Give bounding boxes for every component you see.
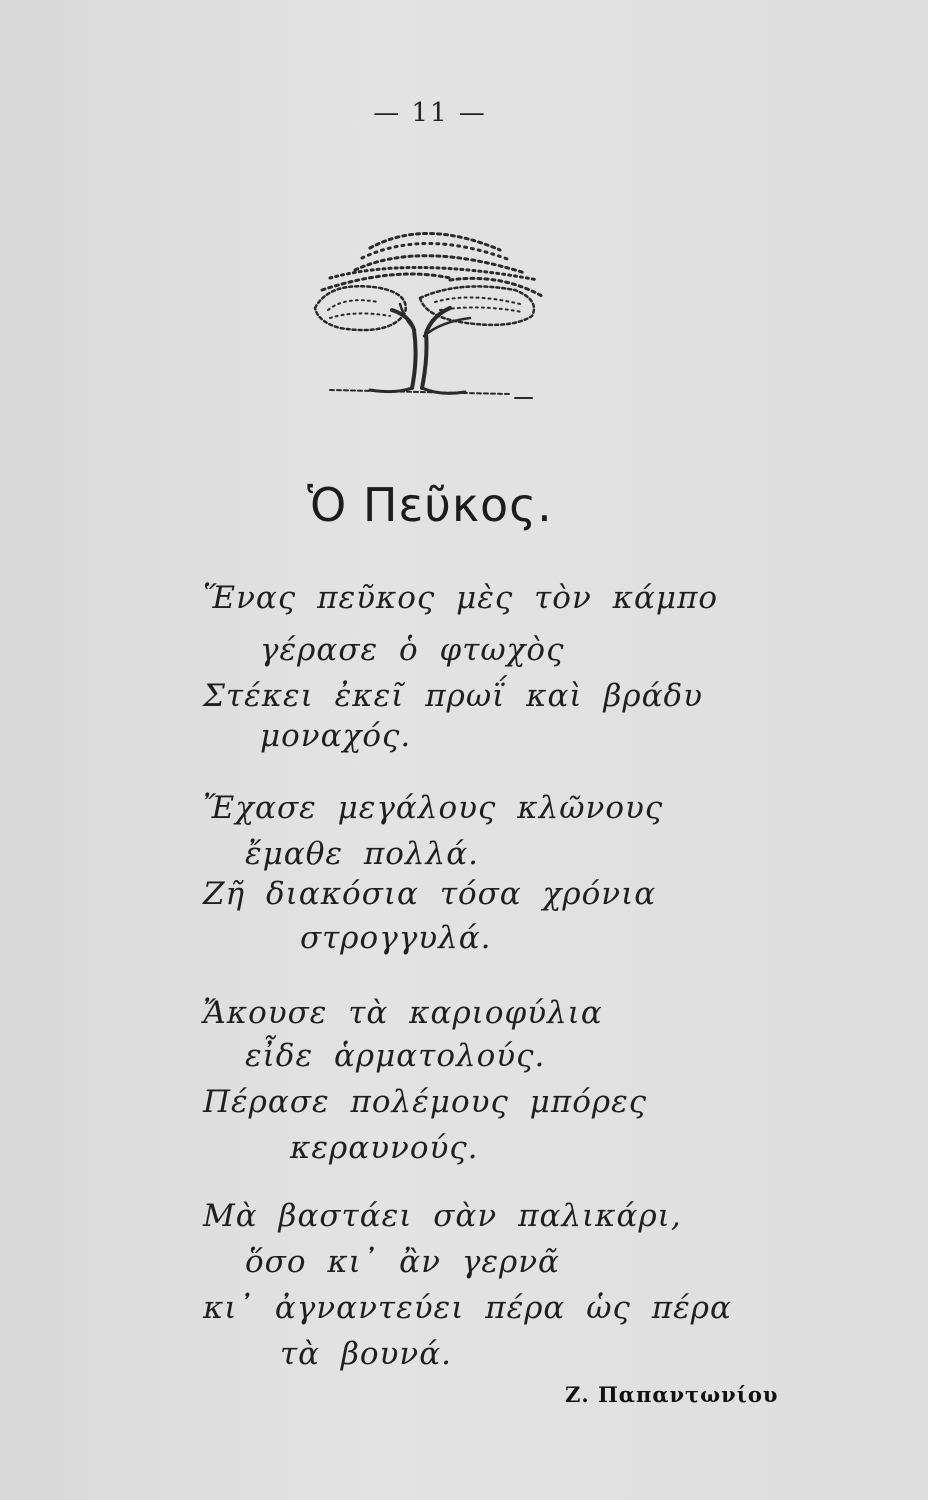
poem-line: ὅσο κι᾿ ἂν γερνᾶ xyxy=(245,1244,560,1280)
poem-line: Μὰ βαστάει σὰν παλικάρι, xyxy=(203,1198,682,1234)
poem-line: Στέκει ἐκεῖ πρωΐ καὶ βράδυ xyxy=(203,678,704,714)
page-number: — 11 — xyxy=(373,98,487,128)
author-signature: Ζ. Παπαντωνίου xyxy=(565,1382,779,1407)
poem-line: ἔμαθε πολλά. xyxy=(245,836,479,872)
poem-line: εἶδε ἁρματολούς. xyxy=(245,1038,546,1074)
poem-line: τὰ βουνά. xyxy=(280,1336,453,1372)
poem-line: Ἔχασε μεγάλους κλῶνους xyxy=(203,790,664,826)
poem-line: Ζῆ διακόσια τόσα χρόνια xyxy=(203,876,657,912)
poem-line: στρογγυλά. xyxy=(300,920,492,956)
poem-line: κεραυνούς. xyxy=(290,1130,479,1166)
poem-title: Ὁ Πεῦκος. xyxy=(307,478,553,532)
poem-line: γέρασε ὁ φτωχὸς xyxy=(260,632,565,668)
poem-line: Ἄκουσε τὰ καριοφύλια xyxy=(203,995,603,1031)
poem-line: Πέρασε πολέμους μπόρες xyxy=(203,1084,648,1120)
poem-line: μοναχός. xyxy=(260,718,412,754)
poem-line: κι᾿ ἀγναντεύει πέρα ὡς πέρα xyxy=(203,1290,732,1326)
poem-line: Ἕνας πεῦκος μὲς τὸν κάμπο xyxy=(203,580,719,616)
